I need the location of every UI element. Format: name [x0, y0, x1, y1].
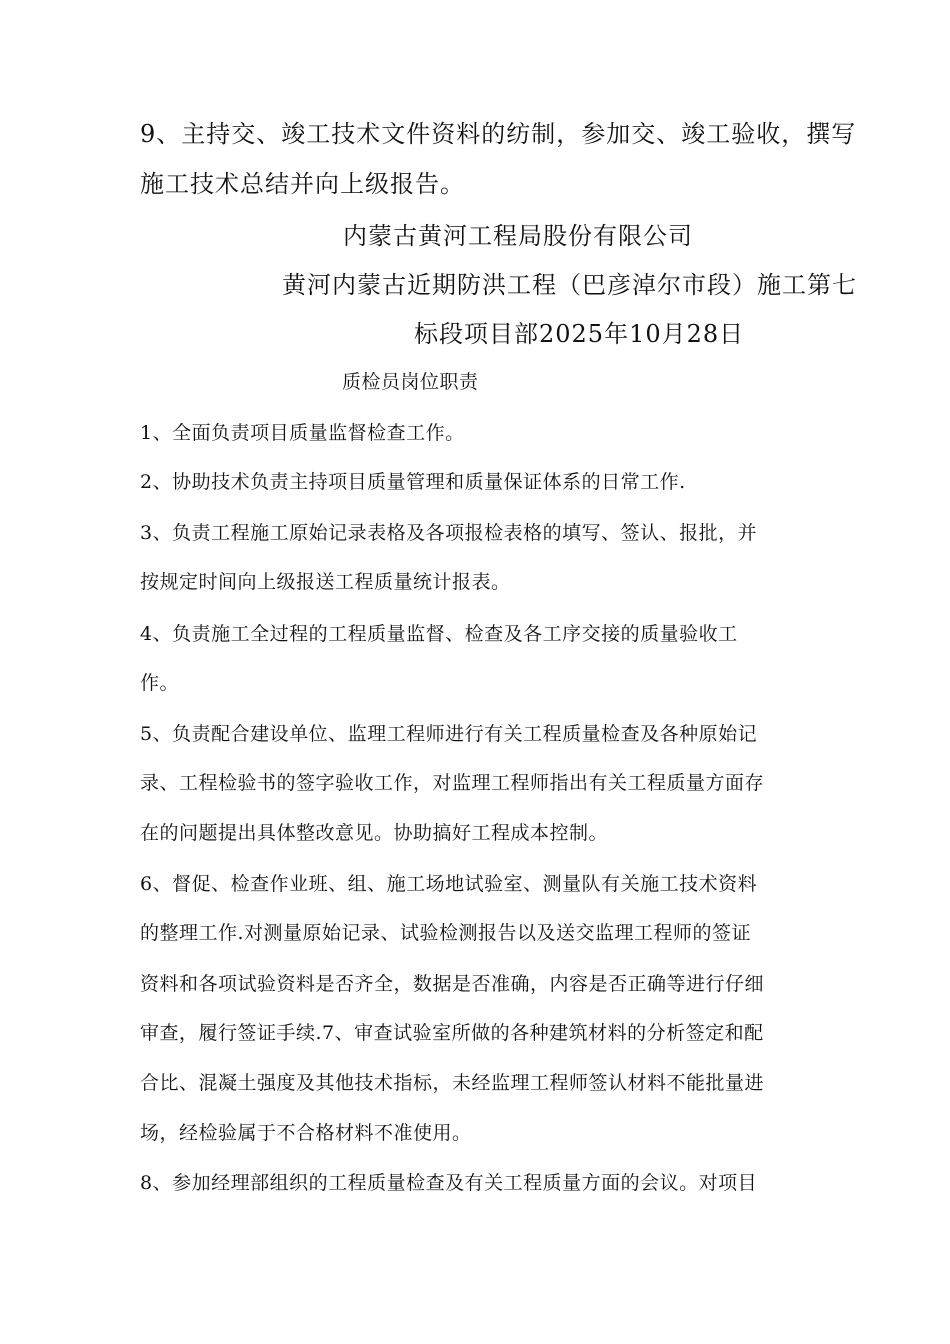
signature-project-line-1: 黄河内蒙古近期防洪工程（巴彦淖尔市段）施工第七 [282, 271, 857, 299]
list-item: 8、参加经理部组织的工程质量检查及有关工程质量方面的会议。对项目 [140, 1172, 758, 1194]
list-item: 3、负责工程施工原始记录表格及各项报检表格的填写、签认、报批，并 [140, 522, 758, 544]
list-item: 资料和各项试验资料是否齐全，数据是否准确，内容是否正确等进行仔细 [140, 973, 765, 995]
list-item: 录、工程检验书的签字验收工作，对监理工程师指出有关工程质量方面存 [140, 772, 765, 794]
signature-company: 内蒙古黄河工程局股份有限公司 [343, 222, 693, 250]
list-item: 1、全面负责项目质量监督检查工作。 [140, 422, 465, 444]
item-9-line-2: 施工技术总结并向上级报告。 [140, 170, 465, 198]
list-item: 场，经检验属于不合格材料不准使用。 [140, 1122, 472, 1144]
item-9-line-1: 9、主持交、竣工技术文件资料的纺制，参加交、竣工验收，撰写 [140, 120, 857, 148]
list-item: 4、负责施工全过程的工程质量监督、检查及各工序交接的质量验收工 [140, 623, 738, 645]
list-item: 6、督促、检查作业班、组、施工场地试验室、测量队有关施工技术资料 [140, 873, 758, 895]
list-item: 2、协助技术负责主持项目质量管理和质量保证体系的日常工作. [140, 471, 686, 493]
signature-project-line-2: 标段项目部2025年10月28日 [414, 320, 745, 348]
list-item: 按规定时间向上级报送工程质量统计报表。 [140, 571, 511, 593]
list-item: 审查，履行签证手续.7、审查试验室所做的各种建筑材料的分析签定和配 [140, 1022, 764, 1044]
list-item: 在的问题提出具体整改意见。协助搞好工程成本控制。 [140, 822, 609, 844]
list-item: 合比、混凝土强度及其他技术指标，未经监理工程师签认材料不能批量进 [140, 1072, 765, 1094]
list-item: 作。 [140, 672, 180, 694]
list-item: 的整理工作.对测量原始记录、试验检测报告以及送交监理工程师的签证 [140, 922, 752, 944]
section-title: 质检员岗位职责 [342, 371, 479, 393]
list-item: 5、负责配合建设单位、监理工程师进行有关工程质量检查及各种原始记 [140, 723, 758, 745]
